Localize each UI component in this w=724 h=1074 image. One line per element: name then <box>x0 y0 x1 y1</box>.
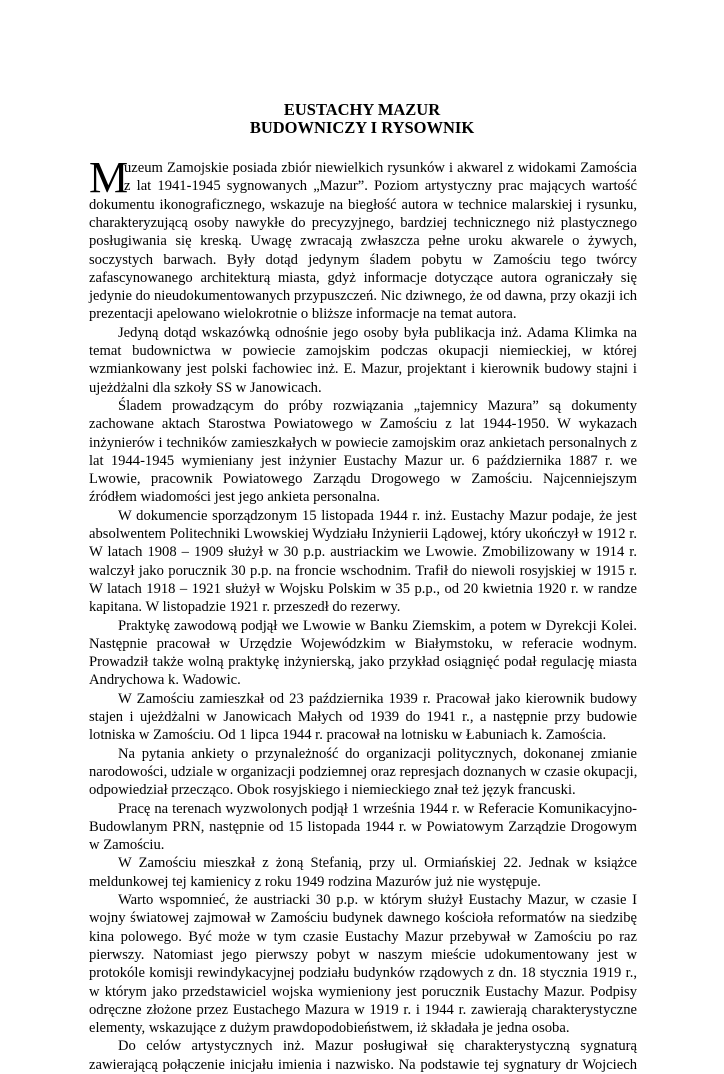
drop-cap-letter: M <box>89 153 129 202</box>
body-line: Praktykę zawodową podjął we Lwowie w Banku Ziemskim, a potem w Dyrekcji Kolei. <box>118 617 637 634</box>
title-line-2: BUDOWNICZY I RYSOWNIK <box>249 118 475 137</box>
title-line-1: EUSTACHY MAZUR <box>283 100 441 119</box>
body-line: prezentacji apelowano wielokrotnie o bliższe informacje na temat autora. <box>89 306 517 323</box>
body-line: Lwowie, pracownik Powiatowego Zarządu Drogowego w Zamościu. Najcenniejszym <box>89 471 637 488</box>
body-line: narodowości, udziale w organizacji podziemnej oraz represjach doznanych w czasie okupacji, <box>89 763 638 780</box>
body-line: posługiwania się kreską. Uwagę zwracają zwłaszcza pełne uroku akwarele o żywych, <box>89 233 637 250</box>
body-line: lotniska w Zamościu. Od 1 lipca 1944 r. pracował na lotnisku w Łabuniach k. Zamościa. <box>89 727 607 744</box>
body-line: w którym jako przedstawiciel wojska wymieniony jest porucznik Eustachy Mazur. Podpisy <box>89 983 637 1000</box>
body-line: uzeum Zamojskie posiada zbiór niewielkich rysunków i akwarel z widokami Zamościa <box>124 160 637 176</box>
body-line: w Zamościu. <box>89 837 165 854</box>
body-line: odpowiedział przecząco. Obok rosyjskiego i niemieckiego znał też język francuski. <box>89 782 576 799</box>
body-line: W dokumencie sporządzonym 15 listopada 1944 r. inż. Eustachy Mazur podaje, że jest <box>118 507 637 524</box>
body-line: charakteryzującą osoby nawykłe do precyzyjnego, bardziej technicznego niż plastycznego <box>89 214 637 231</box>
body-line: Prowadził także wolną praktykę inżynierską, jako przykład osiągnięć podał regulację miasta <box>89 654 637 671</box>
body-line: Następnie pracował w Urzędzie Wojewódzkim w Białymstoku, w referacie wodnym. <box>89 635 637 652</box>
body-line: z lat 1941-1945 sygnowanych „Mazur”. Poziom artystyczny prac mających wartość <box>124 178 637 195</box>
body-line: W latach 1908 – 1909 służył w 30 p.p. austriackim we Lwowie. Zmobilizowany w 1914 r. <box>89 544 637 561</box>
body-line: Jedyną dotąd wskazówką odnośnie jego osoby była publikacja inż. Adama Klimka na <box>118 324 637 341</box>
body-line: meldunkowej tej kamienicy z roku 1949 rodzina Mazurów już nie występuje. <box>89 873 541 890</box>
body-line: Andrychowa k. Wadowic. <box>89 672 241 689</box>
body-line: jedynie do nieudokumentowanych przypuszczeń. Nic dziwnego, że od dawna, przy okazji ich <box>89 288 637 305</box>
body-line: zawierającą połączenie inicjału imienia i nazwisko. Na podstawie tej sygnatury dr Wojciech <box>89 1056 637 1073</box>
body-line: elementy, wskazujące z dużym prawdopodobieństwem, iż składała je jedna osoba. <box>89 1020 570 1037</box>
body-line: walczył jako porucznik 30 p.p. na froncie wschodnim. Trafił do niewoli rosyjskiej w 1915 r. <box>89 562 637 579</box>
body-line: Śladem prowadzącym do próby rozwiązania „tajemnicy Mazura” są dokumenty <box>118 397 637 414</box>
body-line: kapitana. W listopadzie 1921 r. przeszedł do rezerwy. <box>89 599 401 616</box>
body-line: Pracę na terenach wyzwolonych podjął 1 września 1944 r. w Referacie Komunikacyjno- <box>118 800 637 817</box>
body-line: wzmiankowany jest polski fachowiec inż. E. Mazur, projektant i kierownik budowy stajni i <box>89 361 637 378</box>
body-line: odręczne złożone przez Eustachego Mazura w 1919 r. i 1944 r. zawierają charakterystyczne <box>89 1001 637 1018</box>
body-line: źródłem wiadomości jest jego ankieta personalna. <box>89 489 380 506</box>
body-line: pierwszy. Natomiast jego pierwszy pobyt w naszym mieście udokumentowany jest w <box>89 946 637 963</box>
body-line: ujeżdżalni dla szkoły SS w Janowicach. <box>89 379 322 396</box>
body-line: Do celów artystycznych inż. Mazur posługiwał się charakterystyczną sygnaturą <box>118 1038 637 1055</box>
body-line: stajen i ujeżdżalni w Janowicach Małych od 1939 do 1941 r., a następnie przy budowie <box>89 709 637 725</box>
body-line: W Zamościu mieszkał z żoną Stefanią, przy ul. Ormiańskiej 22. Jednak w książce <box>118 855 637 872</box>
body-line: protokóle komisji rewindykacyjnej podziału budynków rządowych z dn. 18 stycznia 1919 r., <box>89 965 637 982</box>
body-line: W Zamościu zamieszkał od 23 października 1939 r. Pracował jako kierownik budowy <box>118 690 637 707</box>
body-line: W latach 1918 – 1921 służył w Wojsku Polskim w 35 p.p., od 20 kwietnia 1920 r. w randze <box>89 580 637 597</box>
body-line: kina polowego. Być może w tym czasie Eustachy Mazur przebywał w Zamościu po raz <box>89 928 637 945</box>
body-line: soczystych barwach. Były dotąd jedynym śladem pobytu w Zamościu tego twórcy <box>89 251 637 268</box>
body-line: temat budownictwa w powiecie zamojskim podczas okupacji niemieckiej, w której <box>89 343 637 359</box>
body-line: zafascynowanego architekturą miasta, gdyż informacje dotyczące autora ograniczały się <box>89 269 637 286</box>
body-line: wojny światowej zajmował w Zamościu budynek dawnego kościoła reformatów na siedzibę <box>89 910 637 927</box>
body-line: absolwentem Politechniki Lwowskiej Wydziału Inżynierii Lądowej, który ukończył w 1912 r. <box>89 526 637 542</box>
body-line: Budowlanym PRN, następnie od 15 listopada 1944 r. w Powiatowym Zarządzie Drogowym <box>89 818 637 835</box>
body-line: inżynierów i techników zamieszkałych w powiecie zamojskim oraz ankietach personalnych z <box>89 434 637 451</box>
body-line: zachowane aktach Starostwa Powiatowego w Zamościu z lat 1944-1950. W wykazach <box>89 416 637 433</box>
body-line: dokumentu ikonograficznego, wskazuje na biegłość autora w technice malarskiej i rysunku, <box>89 196 637 213</box>
body-line: Warto wspomnieć, że austriacki 30 p.p. w którym służył Eustachy Mazur, w czasie I <box>118 892 637 908</box>
body-line: Na pytania ankiety o przynależność do organizacji politycznych, dokonanej zmianie <box>118 745 637 762</box>
body-line: lat 1944-1945 wymieniany jest inżynier Eustachy Mazur ur. 6 października 1887 r. we <box>89 452 637 469</box>
